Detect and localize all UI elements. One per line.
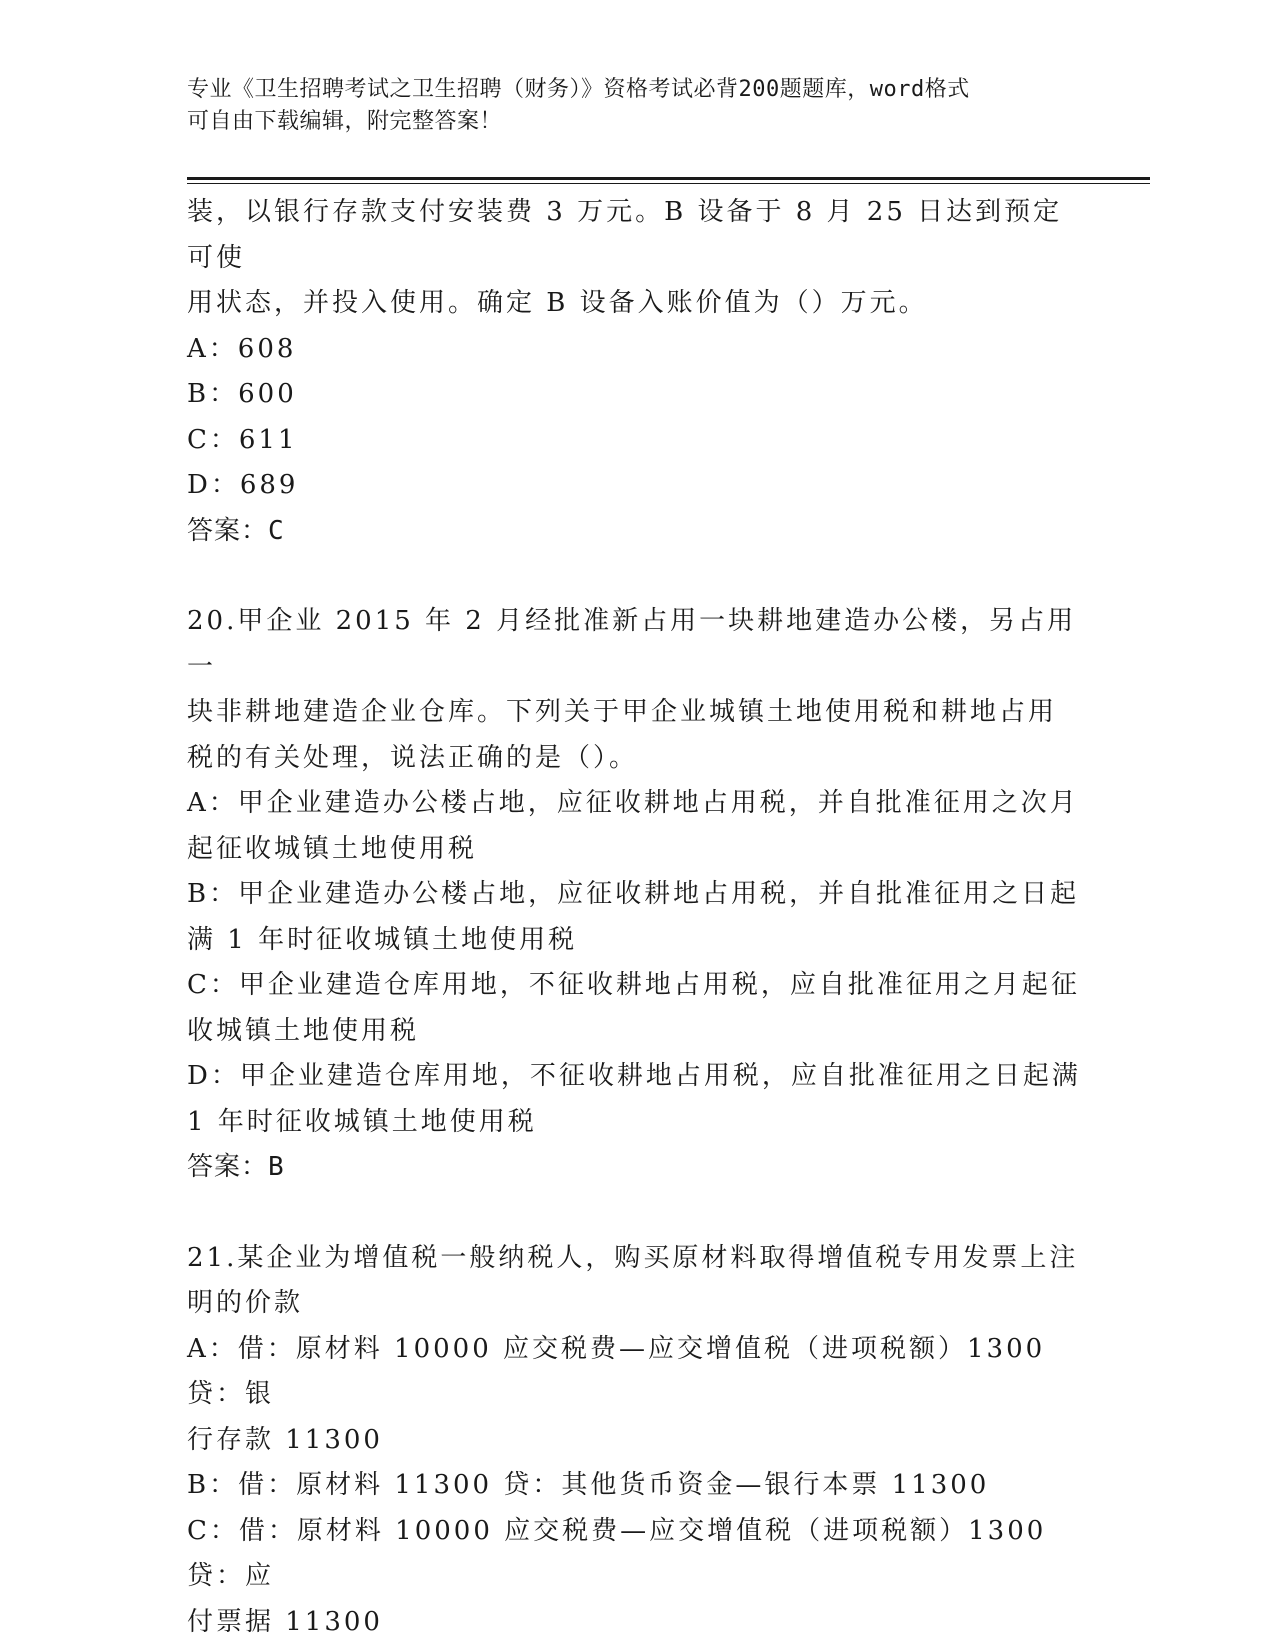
document-body	[187, 190, 1087, 1645]
option-a: A：借：原材料 10000 应交税费—应交增值税（进项税额）1300 贷：银	[187, 1333, 1046, 1409]
header-title-line-2: 可自由下载编辑，附完整答案！	[187, 109, 503, 134]
question-stem: 装，以银行存款支付安装费 3 万元。B 设备于 8 月 25 日达到预定可使	[187, 197, 1063, 273]
option-b: B：借：原材料 11300 贷：其他货币资金—银行本票 11300	[187, 1470, 990, 1500]
option-b: B：甲企业建造办公楼占地，应征收耕地占用税，并自批准征用之日起	[187, 879, 1080, 909]
option-d: D：甲企业建造仓库用地，不征收耕地占用税，应自批准征用之日起满	[187, 1061, 1081, 1091]
question-stem: 21.某企业为增值税一般纳税人，购买原材料取得增值税专用发票上注	[187, 1242, 1079, 1273]
option-c: 付票据 11300	[187, 1606, 383, 1637]
header-divider-thin	[187, 183, 1150, 184]
option-b: 满 1 年时征收城镇土地使用税	[187, 924, 578, 955]
option-c: C：甲企业建造仓库用地，不征收耕地占用税，应自批准征用之月起征	[187, 970, 1080, 1000]
question-spacer	[187, 554, 1087, 599]
option-a: A：甲企业建造办公楼占地，应征收耕地占用税，并自批准征用之次月	[187, 788, 1079, 818]
header-divider-thick	[187, 177, 1150, 180]
question-21	[187, 1236, 1087, 1646]
option-d: 1 年时征收城镇土地使用税	[187, 1106, 537, 1137]
option-a: A：608	[187, 333, 297, 364]
question-19	[187, 190, 1087, 554]
question-spacer	[187, 1191, 1087, 1236]
header-title-line-1: 专业《卫生招聘考试之卫生招聘（财务）》资格考试必背200题题库，word格式	[187, 77, 970, 102]
option-a: 行存款 11300	[187, 1424, 383, 1455]
option-d: D：689	[187, 470, 299, 500]
question-stem: 明的价款	[187, 1288, 304, 1318]
question-20	[187, 599, 1087, 1191]
option-c: 收城镇土地使用税	[187, 1015, 420, 1046]
question-stem: 用状态，并投入使用。确定 B 设备入账价值为（）万元。	[187, 288, 928, 318]
option-c: C：611	[187, 424, 298, 455]
option-b: B：600	[187, 379, 297, 409]
answer-line: 答案：B	[187, 1152, 285, 1182]
option-c: C：借：原材料 10000 应交税费—应交增值税（进项税额）1300 贷：应	[187, 1515, 1047, 1591]
question-stem: 20.甲企业 2015 年 2 月经批准新占用一块耕地建造办公楼，另占用一	[187, 606, 1077, 682]
question-stem: 税的有关处理，说法正确的是（）。	[187, 742, 639, 773]
option-a: 起征收城镇土地使用税	[187, 833, 478, 864]
question-stem: 块非耕地建造企业仓库。下列关于甲企业城镇土地使用税和耕地占用	[187, 697, 1058, 727]
document-header	[187, 74, 1067, 138]
answer-line: 答案：C	[187, 515, 285, 546]
